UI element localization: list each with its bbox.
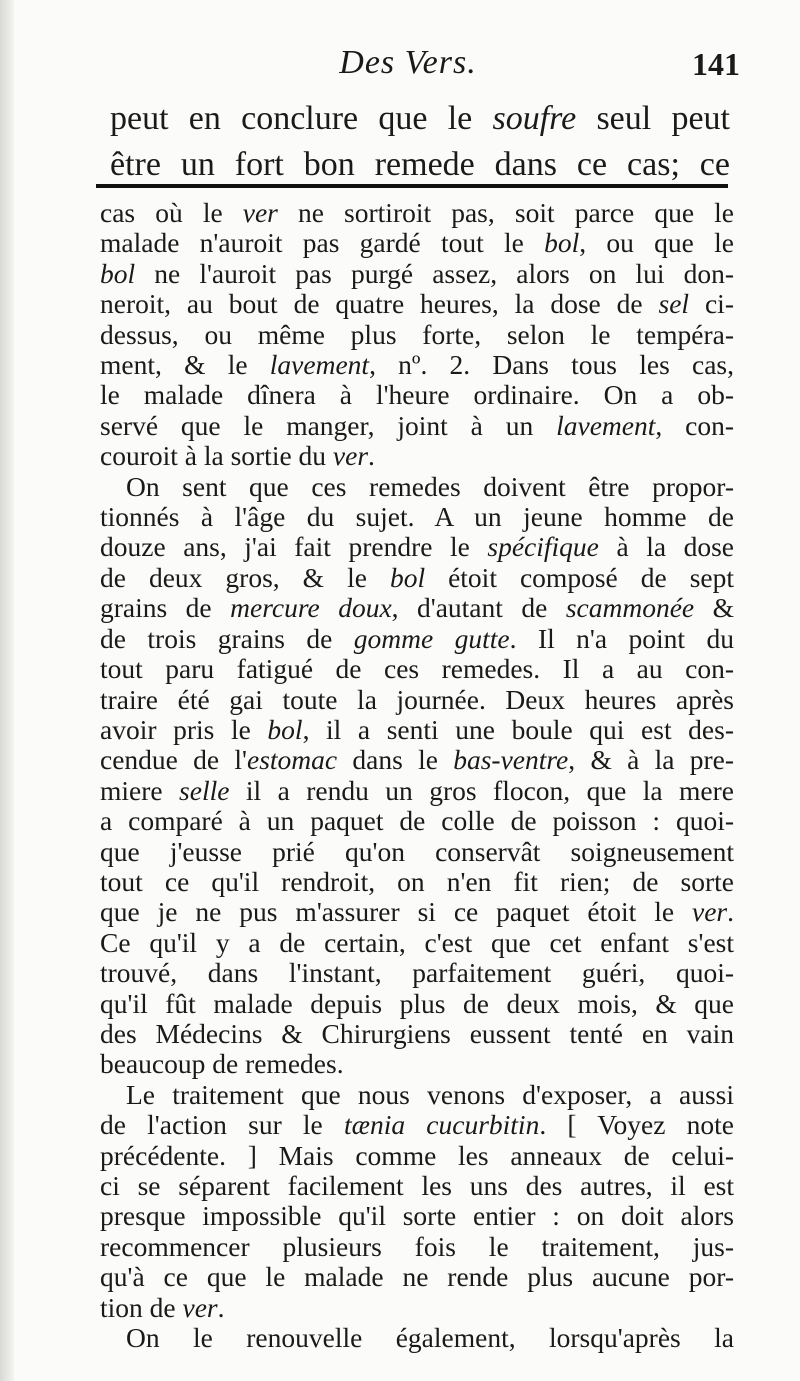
text-line: On le renouvelle également, lorsqu'après la	[126, 1322, 734, 1354]
text-line: cendue de l'estomac dans le bas-ventre, & à la pre-	[100, 744, 734, 776]
text-line: avoir pris le bol, il a senti une boule qui est des-	[100, 713, 734, 745]
text-line: tout paru fatigué de ces remedes. Il a au con-	[100, 653, 734, 685]
text-line: Ce qu'il y a de certain, c'est que cet enfant s'est	[100, 926, 734, 958]
text-line: On sent que ces remedes doivent être propor-	[126, 470, 734, 502]
text-line: que j'eusse prié qu'on conservât soigneusement	[100, 835, 734, 867]
text-line: bol ne l'auroit pas purgé assez, alors on lui don-	[100, 257, 734, 289]
text-line: servé que le manger, joint à un lavement, con-	[100, 409, 734, 441]
text-line: peut en conclure que le soufre seul peut	[110, 100, 730, 137]
italic-term: gomme gutte	[353, 622, 510, 654]
text-line: grains de mercure doux, d'autant de scammonée &	[100, 592, 734, 624]
text-line: être un fort bon remede dans ce cas; ce	[110, 146, 730, 183]
text-line: presque impossible qu'il sorte entier : on doit alors	[100, 1200, 734, 1232]
text-line: de l'action sur le tænia cucurbitin. [ Voyez note	[100, 1109, 735, 1141]
italic-term: ver	[692, 896, 728, 928]
italic-term: ver	[332, 440, 369, 472]
italic-term: bol	[267, 713, 303, 745]
italic-term: lavement	[269, 349, 370, 381]
italic-term: ver	[242, 197, 278, 228]
italic-term: bol	[389, 561, 426, 593]
text-line: recommencer plusieurs fois le traitement, jus-	[100, 1230, 734, 1262]
running-title: Des Vers.	[339, 44, 477, 81]
italic-term: bol	[100, 257, 136, 289]
italic-term: sel	[658, 288, 690, 320]
text-line: miere selle il a rendu un gros flocon, que la mere	[100, 774, 734, 806]
page-number: 141	[692, 46, 740, 82]
page-spine-shadow	[0, 0, 14, 1381]
text-line: traire été gai toute la journée. Deux heures après	[100, 683, 734, 715]
italic-term: bas-ventre	[453, 744, 569, 776]
text-line: ci se séparent facilement les uns des autres, il est	[100, 1170, 734, 1201]
italic-term: bol	[544, 227, 580, 259]
body-text	[100, 198, 734, 1353]
running-head	[100, 44, 740, 88]
text-line: neroit, au bout de quatre heures, la dose de sel ci-	[100, 288, 734, 320]
text-line: des Médecins & Chirurgiens eussent tenté en vain	[100, 1017, 734, 1049]
text-line: qu'à ce que le malade ne rende plus aucune por-	[100, 1261, 734, 1293]
text-line: que je ne pus m'assurer si ce paquet étoit le ver.	[100, 896, 734, 928]
text-line: tionnés à l'âge du sujet. A un jeune homme de	[100, 501, 734, 533]
italic-term: scammonée	[565, 592, 695, 624]
italic-term: mercure doux	[230, 592, 392, 624]
text-line: couroit à la sortie du ver.	[100, 440, 375, 472]
text-line: de deux gros, & le bol étoit composé de sept	[100, 561, 734, 593]
text-line: ment, & le lavement, nº. 2. Dans tous les cas,	[100, 349, 734, 381]
text-line: dessus, ou même plus forte, selon le tempéra-	[100, 318, 734, 350]
text-line: le malade dînera à l'heure ordinaire. On a ob-	[100, 379, 734, 411]
text-line: tout ce qu'il rendroit, on n'en fit rien; de sorte	[100, 865, 734, 897]
italic-term: lavement	[556, 409, 656, 441]
italic-term: spécifique	[487, 531, 599, 563]
text-line: trouvé, dans l'instant, parfaitement guéri, quoi-	[100, 957, 734, 989]
italic-term: ver	[182, 1291, 218, 1323]
italic-term: soufre	[492, 100, 577, 137]
text-line: malade n'auroit pas gardé tout le bol, ou que le	[100, 227, 734, 259]
italic-term: tænia cucurbitin	[343, 1109, 540, 1141]
text-line: a comparé à un paquet de colle de poisson : quoi-	[100, 805, 734, 837]
text-line: précédente. ] Mais comme les anneaux de celui-	[100, 1139, 734, 1171]
italic-term: estomac	[246, 744, 338, 776]
text-line: tion de ver.	[100, 1291, 225, 1323]
text-line: douze ans, j'ai fait prendre le spécifique à la dose	[100, 531, 734, 563]
italic-term: selle	[179, 774, 230, 806]
text-line: beaucoup de remedes.	[100, 1048, 344, 1080]
text-line: de trois grains de gomme gutte. Il n'a point du	[100, 622, 734, 654]
carry-over-text	[110, 96, 730, 188]
text-line: cas où le ver ne sortiroit pas, soit parce que le	[100, 197, 734, 228]
text-line: Le traitement que nous venons d'exposer, a aussi	[126, 1078, 734, 1110]
text-line: qu'il fût malade depuis plus de deux mois, & que	[100, 987, 734, 1019]
horizontal-rule	[96, 184, 728, 188]
